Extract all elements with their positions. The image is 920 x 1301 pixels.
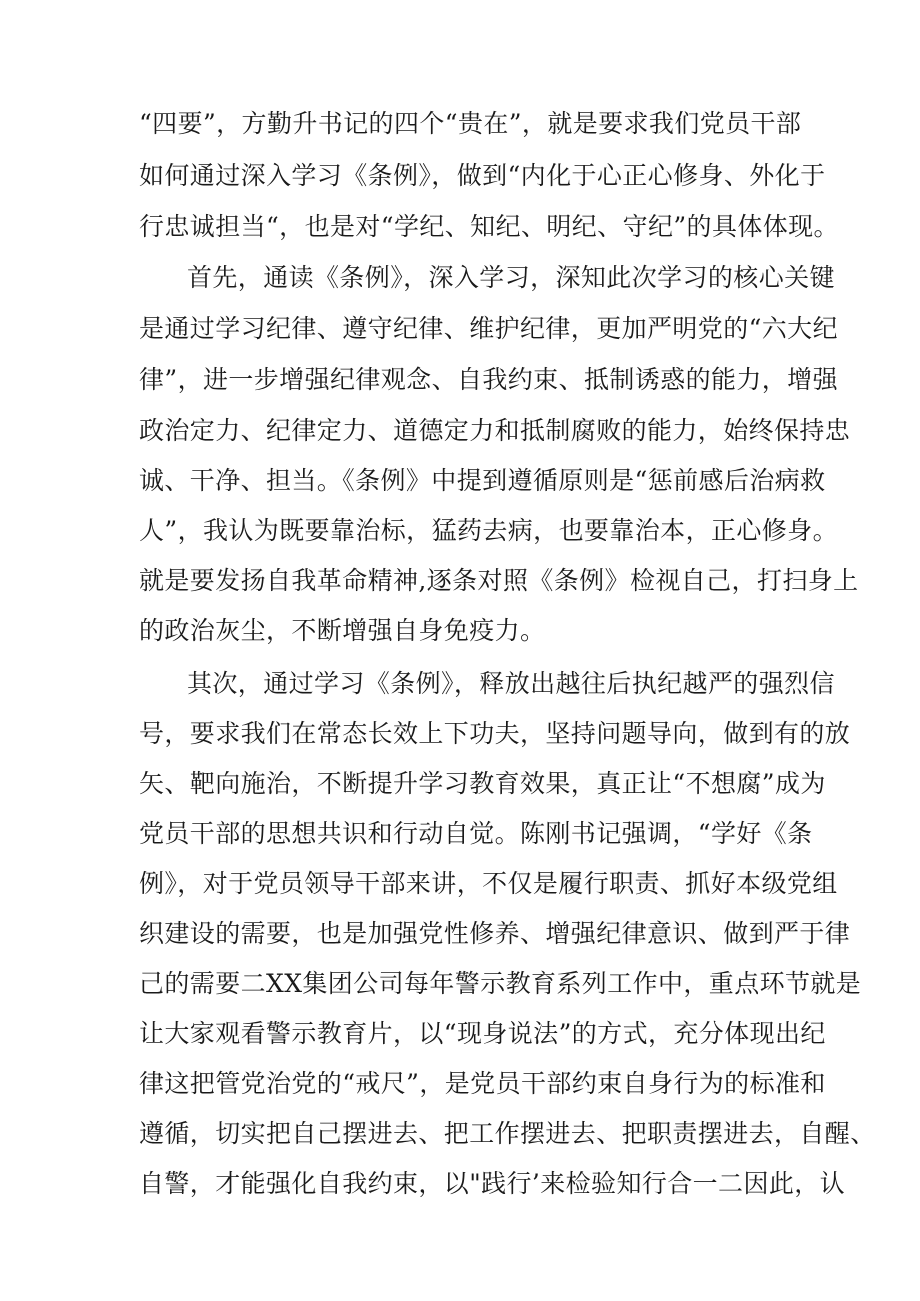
text-line: 是通过学习纪律、遵守纪律、维护纪律，更加严明党的“六大纪 bbox=[139, 314, 838, 343]
text-line: 诚、干净、担当。《条例》中提到遵循原则是“惩前感后治病救 bbox=[139, 466, 826, 495]
paragraph-first-line: 首先，通读《条例》，深入学习，深知此次学习的核心关键 bbox=[187, 263, 835, 292]
paragraph-first-line: 其次，通过学习《条例》，释放出越往后执纪越严的强烈信 bbox=[187, 669, 835, 698]
text-line: “四要”，方勤升书记的四个“贵在”，就是要求我们党员干部 bbox=[139, 109, 802, 138]
text-line: 矢、靶向施治，不断提升学习教育效果，真正让“不想腐”成为 bbox=[139, 769, 826, 798]
text-line: 党员干部的思想共识和行动自觉。陈刚书记强调，“学好《条 bbox=[139, 819, 813, 848]
paragraph-last-line: 的政治灰尘，不断增强自身免疫力。 bbox=[139, 616, 546, 645]
text-line: 政治定力、纪律定力、道德定力和抵制腐败的能力，始终保持忠 bbox=[139, 416, 851, 445]
text-line: 号，要求我们在常态长效上下功夫，坚持问题导向，做到有的放 bbox=[139, 719, 851, 748]
text-line: 律这把管党治党的“戒尺”，是党员干部约束自身行为的标准和 bbox=[139, 1069, 826, 1098]
text-line: 行忠诚担当“，也是对“学纪、知纪、明纪、守纪”的具体体现。 bbox=[139, 212, 839, 241]
text-line: 例》，对于党员领导干部来讲，不仅是履行职责、抓好本级党组 bbox=[139, 869, 838, 898]
text-line: 遵循，切实把自己摆进去、把工作摆进去、把职责摆进去，自醒、 bbox=[139, 1119, 876, 1148]
text-line: 就是要发扬自我革命精神,逐条对照《条例》检视自己，打扫身上 bbox=[139, 566, 859, 595]
text-line: 律”，进一步增强纪律观念、自我约束、抵制诱惑的能力，增强 bbox=[139, 365, 838, 394]
text-line: 人”，我认为既要靠治标，猛药去病，也要靠治本，正心修身。 bbox=[139, 516, 838, 545]
text-line: 自警，才能强化自我约束，以"践行’来检验知行合一二因此，认 bbox=[139, 1169, 846, 1198]
text-line: 织建设的需要，也是加强党性修养、增强纪律意识、做到严于律 bbox=[139, 919, 851, 948]
text-line: 让大家观看警示教育片，以“现身说法”的方式，充分体现出纪 bbox=[139, 1019, 826, 1048]
text-line: 如何通过深入学习《条例》，做到“内化于心正心修身、外化于 bbox=[139, 161, 826, 190]
text-line: 己的需要二XX集团公司每年警示教育系列工作中，重点环节就是 bbox=[139, 969, 862, 998]
